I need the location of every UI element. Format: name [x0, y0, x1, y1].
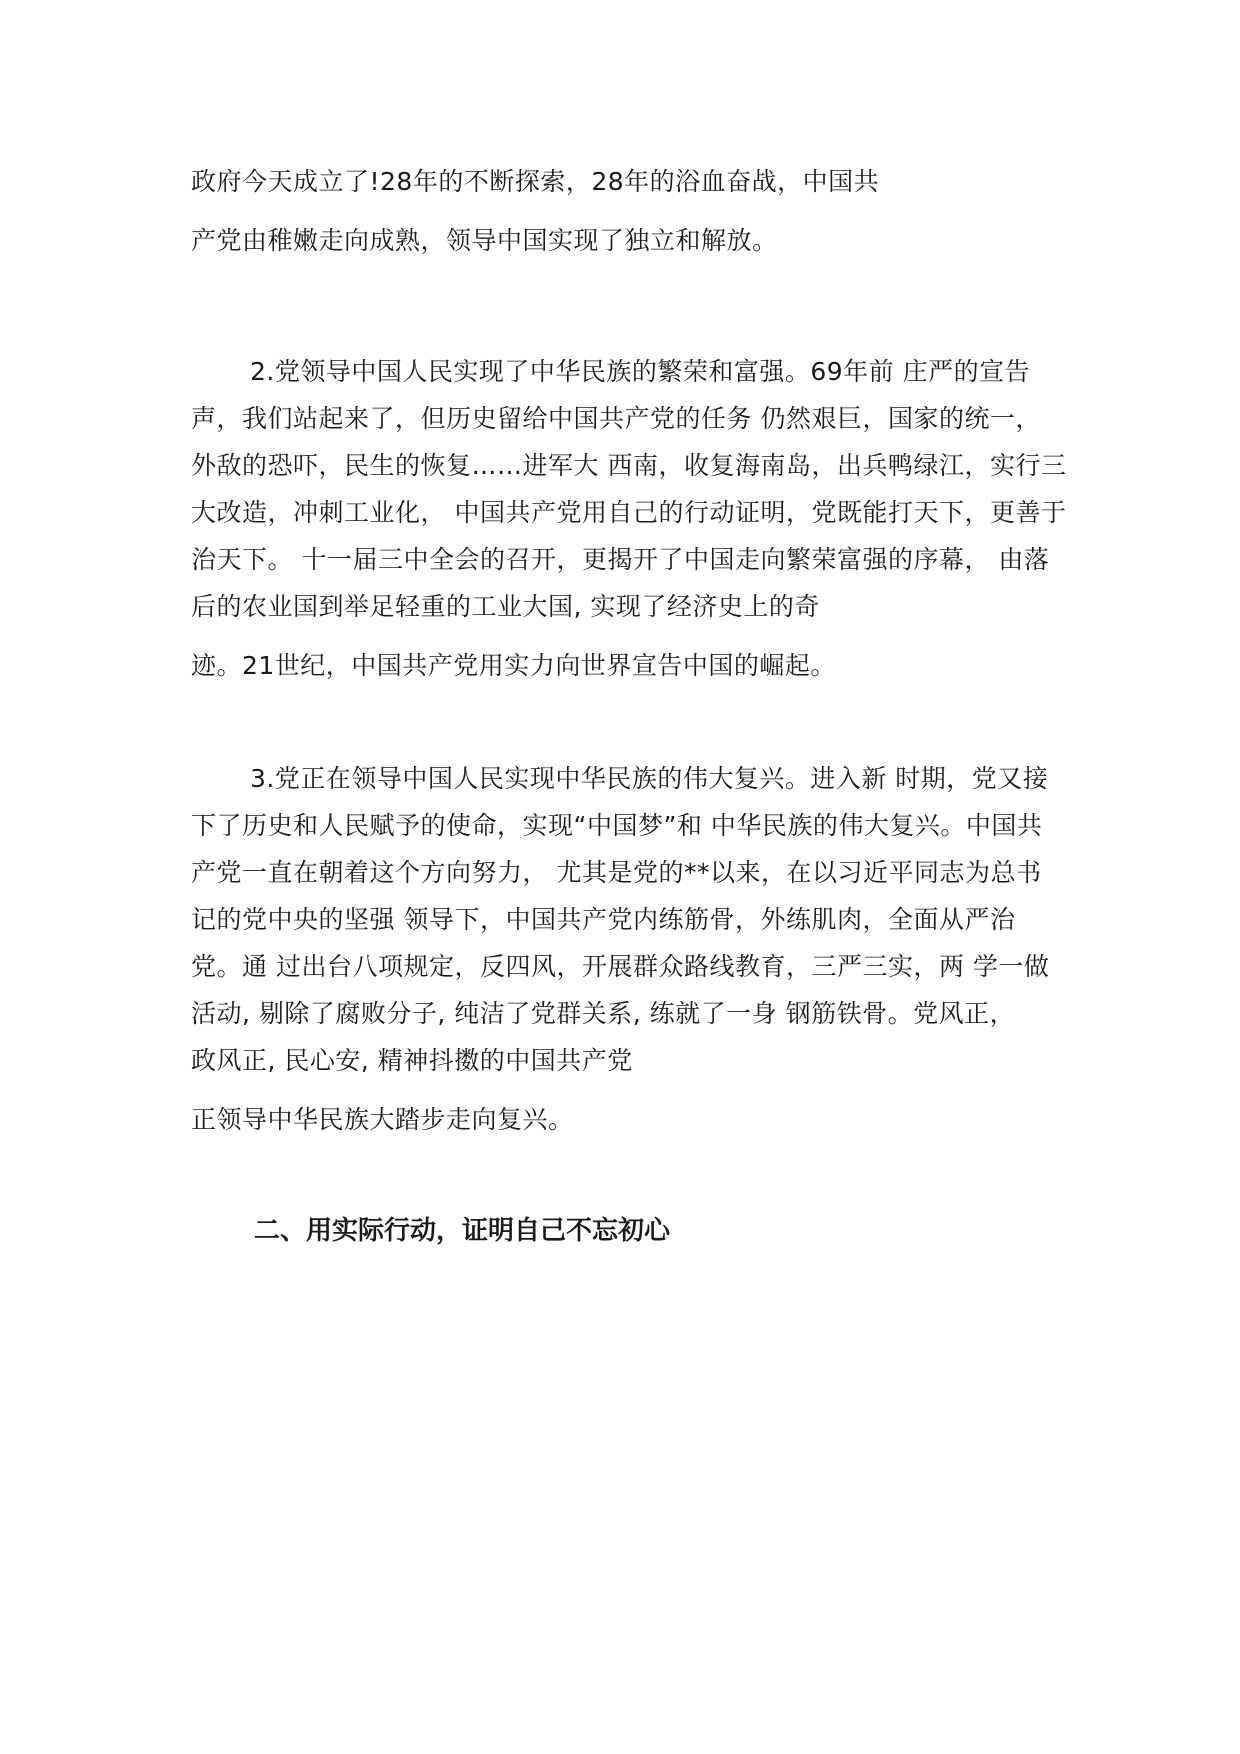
text-line: 产党一直在朝着这个方向努力， 尤其是党的**以来，在以习近平同志为总书 [191, 858, 1042, 887]
text-line: 3.党正在领导中国人民实现中华民族的伟大复兴。进入新 时期，党又接 [250, 764, 1049, 793]
text-line: 产党由稚嫩走向成熟，领导中国实现了独立和解放。 [191, 226, 778, 255]
text-line: 正领导中华民族大踏步走向复兴。 [191, 1105, 574, 1134]
text-line: 政风正, 民心安, 精神抖擞的中国共产党 [191, 1046, 633, 1075]
text-line: 党。通 过出台八项规定，反四风，开展群众路线教育，三严三实，两 学一做 [191, 952, 1050, 981]
text-line: 治天下。 十一届三中全会的召开，更揭开了中国走向繁荣富强的序幕， 由落 [191, 545, 1050, 574]
text-line: 迹。21世纪，中国共产党用实力向世界宣告中国的崛起。 [191, 651, 836, 680]
text-line: 活动, 剔除了腐败分子, 纯洁了党群关系, 练就了一身 钢筋铁骨。党风正， [191, 999, 1016, 1028]
text-line: 后的农业国到举足轻重的工业大国, 实现了经济史上的奇 [191, 592, 820, 621]
text-line: 记的党中央的坚强 领导下，中国共产党内练筋骨，外练肌肉，全面从严治 [191, 905, 1016, 934]
text-line: 下了历史和人民赋予的使命，实现“中国梦”和 中华民族的伟大复兴。中国共 [191, 811, 1043, 840]
text-line: 2.党领导中国人民实现了中华民族的繁荣和富强。69年前 庄严的宣告 [250, 357, 1031, 386]
text-line: 大改造，冲刺工业化， 中国共产党用自己的行动证明，党既能打天下，更善于 [191, 498, 1067, 527]
text-line: 外敌的恐吓，民生的恢复……进军大 西南，收复海南岛，出兵鸭绿江，实行三 [191, 451, 1067, 480]
text-line: 声，我们站起来了，但历史留给中国共产党的任务 仍然艰巨，国家的统一， [191, 404, 1041, 433]
section-heading: 二、用实际行动，证明自己不忘初心 [254, 1216, 671, 1246]
text-line: 政府今天成立了!28年的不断探索，28年的浴血奋战，中国共 [191, 167, 880, 196]
